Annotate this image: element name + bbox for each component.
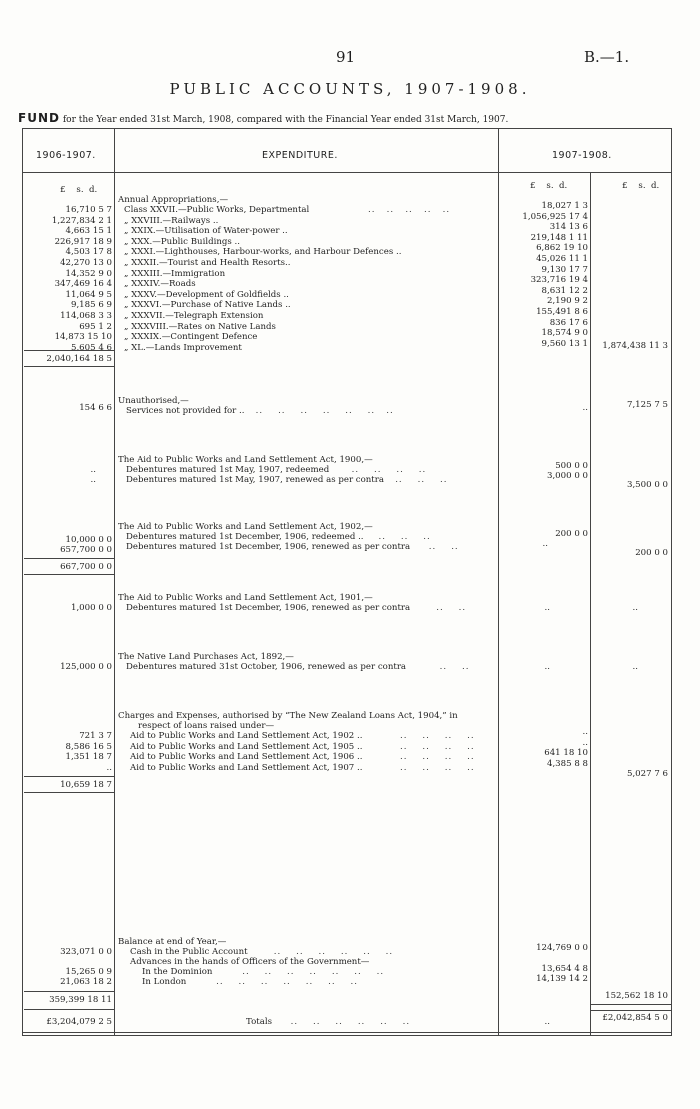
appropriation-prev-value: 14,873 15 10 <box>54 332 112 343</box>
appropriation-prev-value: 4,503 17 8 <box>65 247 112 258</box>
left-border <box>22 128 23 1035</box>
charges-line: Aid to Public Works and Land Settlement Act, 1907 .. <box>130 762 363 773</box>
native1892-prev: 125,000 0 0 <box>60 662 112 672</box>
table-top-rule <box>22 128 672 129</box>
act1900-line-1: Debentures matured 1st May, 1907, redeemed .. .. .. .. <box>126 465 427 475</box>
appropriation-prev-value: 11,064 9 5 <box>65 289 112 300</box>
charges-prev-value: 721 3 7 <box>79 731 112 741</box>
header-bottom-rule <box>22 172 672 173</box>
fund-label: FUND <box>18 111 60 125</box>
balance-curr-cash: 124,769 0 0 <box>536 943 588 953</box>
appropriations-curr-total: 1,874,438 11 3 <box>602 341 668 351</box>
act1900-curr-total: 3,500 0 0 <box>626 480 668 490</box>
prev-col-divider <box>114 128 115 1035</box>
unauthorised-heading: Unauthorised,— <box>118 396 189 406</box>
act1902-curr-2: .. <box>542 539 548 549</box>
charges-heading-2: respect of loans raised under— <box>138 721 275 731</box>
balance-advances-line: Advances in the hands of Officers of the Government— <box>130 957 370 967</box>
appropriation-item: Class XXVII.—Public Works, Departmental <box>124 205 310 215</box>
charges-prev-value: 8,586 16 5 <box>65 741 112 752</box>
appropriation-curr-value: 9,130 17 7 <box>541 264 588 275</box>
appropriations-prev-total: 2,040,164 18 5 <box>46 354 112 364</box>
charges-curr-values <box>496 727 588 769</box>
appropriation-curr-value: 18,027 1 3 <box>541 201 588 211</box>
balance-curr-london: 14,139 14 2 <box>536 974 588 984</box>
right-border <box>671 128 672 1035</box>
units-prev: £ s. d. <box>60 185 98 195</box>
appropriation-prev-value: 226,917 18 9 <box>54 236 112 247</box>
act1902-heading: The Aid to Public Works and Land Settlement Act, 1902,— <box>118 522 373 532</box>
native1892-curr-detail: .. <box>544 662 550 672</box>
balance-dominion-line: In the Dominion .. .. .. .. .. .. .. <box>142 967 385 977</box>
charges-leaders: .. .. .. .. .. .. .. .. .. .. .. .. .. .. .. .. <box>400 731 475 773</box>
balance-curr-rule <box>590 1004 671 1005</box>
act1900-prev-2: .. <box>90 475 96 485</box>
charges-curr-value: 4,385 8 8 <box>546 758 588 769</box>
header-expenditure: EXPENDITURE. <box>262 150 338 161</box>
appropriation-prev-value: 114,068 3 3 <box>60 310 112 321</box>
appropriation-item: „ XXXVI.—Purchase of Native Lands .. <box>124 300 291 311</box>
appropriation-item: „ XXXIV.—Roads <box>124 279 196 290</box>
act1901-curr-total: .. <box>632 603 638 613</box>
header-curr-year: 1907-1908. <box>552 150 612 161</box>
balance-london-line: In London .. .. .. .. .. .. .. <box>142 977 358 987</box>
appropriation-curr-value: 314 13 6 <box>549 222 588 233</box>
charges-curr-value: 641 18 10 <box>544 748 588 759</box>
act1900-line-2: Debentures matured 1st May, 1907, renewed as per contra .. .. .. <box>126 475 448 485</box>
act1902-line-2: Debentures matured 1st December, 1906, renewed as per contra .. .. <box>126 542 459 552</box>
balance-prev-rule <box>24 991 114 992</box>
page-number: 91 <box>336 48 356 66</box>
charges-curr-value: .. <box>582 737 588 748</box>
charges-prev-values <box>28 731 112 773</box>
units-curr-total: £ s. d. <box>622 181 660 191</box>
appropriation-curr-value: 155,491 8 6 <box>536 306 588 317</box>
appropriation-curr-value: 2,190 9 2 <box>546 296 588 307</box>
unauthorised-line: Services not provided for .. .. .. .. .. .. .. .. <box>126 406 394 416</box>
balance-prev-total: 359,399 18 11 <box>49 995 112 1005</box>
charges-line: Aid to Public Works and Land Settlement Act, 1902 .. <box>130 731 363 741</box>
act1902-prev-2: 657,700 0 0 <box>60 545 112 555</box>
appropriation-curr-value: 836 17 6 <box>549 317 588 328</box>
appropriation-item: „ XXXII.—Tourist and Health Resorts.. <box>124 257 291 268</box>
appropriation-prev-value: 1,227,834 2 1 <box>51 215 112 226</box>
act1901-prev: 1,000 0 0 <box>70 603 112 613</box>
appropriation-item: „ XXVIII.—Railways .. <box>124 215 219 226</box>
act1900-prev-1: .. <box>90 465 96 475</box>
appropriation-prev-value: 347,469 16 4 <box>54 279 112 290</box>
balance-curr-dominion: 13,654 4 8 <box>541 964 588 974</box>
appropriation-item: „ XXXI.—Lighthouses, Harbour-works, and Harbour Defences .. <box>124 247 402 258</box>
balance-prev-dominion: 15,265 0 9 <box>65 967 112 977</box>
native1892-line: Debentures matured 31st October, 1906, renewed as per contra .. .. <box>126 662 470 672</box>
balance-prev-cash: 323,071 0 0 <box>60 947 112 957</box>
appropriation-curr-value: 1,056,925 17 4 <box>522 211 588 222</box>
appropriation-prev-value: 4,663 15 1 <box>65 226 112 237</box>
appropriation-prev-value: 9,185 6 9 <box>70 300 112 311</box>
appropriation-curr-value: 6,862 19 10 <box>536 243 588 254</box>
report-reference: B.—1. <box>584 48 630 66</box>
charges-lines <box>130 731 362 773</box>
act1900-curr-1: 500 0 0 <box>555 461 588 471</box>
native1892-heading: The Native Land Purchases Act, 1892,— <box>118 652 294 662</box>
appropriations-curr-values <box>496 201 588 349</box>
appropriations-prev-rule-2 <box>24 366 114 367</box>
appropriations-items <box>124 205 401 353</box>
appropriation-prev-value: 16,710 5 7 <box>65 205 112 215</box>
appropriation-prev-value: 5,605 4 6 <box>70 342 112 353</box>
act1902-curr-total: 200 0 0 <box>635 548 668 558</box>
appropriations-prev-rule <box>24 350 114 351</box>
charges-line: Aid to Public Works and Land Settlement Act, 1905 .. <box>130 741 363 752</box>
appropriation-item: „ XXXV.—Development of Goldfields .. <box>124 289 289 300</box>
charges-prev-rule-2 <box>24 792 114 793</box>
appropriation-prev-value: 14,352 9 0 <box>65 268 112 279</box>
appropriation-prev-value: 42,270 13 0 <box>60 257 112 268</box>
totals-prev: £3,204,079 2 5 <box>46 1017 112 1027</box>
balance-heading: Balance at end of Year,— <box>118 937 227 947</box>
table-subtitle <box>18 111 508 125</box>
appropriation-curr-value: 8,631 12 2 <box>541 285 588 296</box>
charges-prev-value: .. <box>106 762 112 773</box>
appropriation-curr-value: 45,026 11 1 <box>536 253 588 264</box>
act1901-curr-detail: .. <box>544 603 550 613</box>
charges-prev-rule <box>24 776 114 777</box>
appropriation-prev-value: 695 1 2 <box>79 321 112 332</box>
act1901-heading: The Aid to Public Works and Land Settlement Act, 1901,— <box>118 593 373 603</box>
balance-cash-line: Cash in the Public Account .. .. .. .. .. .. <box>130 947 394 957</box>
page-title: PUBLIC ACCOUNTS, 1907-1908. <box>169 80 531 98</box>
appropriation-item: „ XXXIII.—Immigration <box>124 268 226 279</box>
act1902-prev-rule-2 <box>24 574 114 575</box>
totals-curr-detail: .. <box>544 1017 550 1027</box>
unauthorised-curr-detail: .. <box>582 403 588 413</box>
act1902-prev-total: 667,700 0 0 <box>60 562 112 572</box>
act1902-prev-rule <box>24 558 114 559</box>
appropriations-heading: Annual Appropriations,— <box>118 195 229 205</box>
totals-label: Totals .. .. .. .. .. .. <box>246 1017 411 1027</box>
balance-prev-london: 21,063 18 2 <box>60 977 112 987</box>
charges-heading: Charges and Expenses, authorised by “The New Zealand Loans Act, 1904,” in <box>118 711 458 721</box>
table-bottom-rule <box>22 1035 672 1036</box>
appropriation-item: „ XXIX.—Utilisation of Water-power .. <box>124 226 288 237</box>
act1901-line: Debentures matured 1st December, 1906, renewed as per contra .. .. <box>126 603 467 613</box>
act1900-heading: The Aid to Public Works and Land Settlement Act, 1900,— <box>118 455 373 465</box>
header-prev-year: 1906-1907. <box>36 150 96 161</box>
unauthorised-curr-total: 7,125 7 5 <box>626 400 668 410</box>
totals-double-rule <box>22 1032 672 1033</box>
subtitle-text: for the Year ended 31st March, 1908, compared with the Financial Year ended 31st March, 1907. <box>62 115 509 125</box>
unauthorised-prev: 154 6 6 <box>79 403 112 413</box>
appropriation-curr-value: 9,560 13 1 <box>541 338 588 349</box>
act1902-curr-1: 200 0 0 <box>555 529 588 539</box>
act1900-curr-2: 3,000 0 0 <box>546 471 588 481</box>
charges-prev-value: 1,351 18 7 <box>65 752 112 763</box>
balance-curr-total: 152,562 18 10 <box>605 991 668 1001</box>
appropriation-item: „ XXXVIII.—Rates on Native Lands <box>124 321 276 332</box>
appropriation-item: „ XXXIX.—Contingent Defence <box>124 332 258 343</box>
act1902-prev-1: 10,000 0 0 <box>65 535 112 545</box>
balance-prev-rule-2 <box>24 1009 114 1010</box>
charges-prev-total: 10,659 18 7 <box>60 780 112 790</box>
totals-curr: £2,042,854 5 0 <box>602 1013 668 1023</box>
appropriation-curr-value: 323,716 19 4 <box>530 275 588 286</box>
charges-curr-value: .. <box>582 727 588 737</box>
totals-rule-curr <box>590 1010 671 1011</box>
appropriation-curr-value: 219,148 1 11 <box>530 232 588 243</box>
units-curr-detail: £ s. d. <box>530 181 568 191</box>
charges-curr-total: 5,027 7 6 <box>626 769 668 779</box>
charges-line: Aid to Public Works and Land Settlement Act, 1906 .. <box>130 752 363 763</box>
appropriation-item: „ XL.—Lands Improvement <box>124 342 242 353</box>
native1892-curr-total: .. <box>632 662 638 672</box>
appropriation-curr-value: 18,574 9 0 <box>541 328 588 339</box>
act1902-line-1: Debentures matured 1st December, 1906, redeemed .. .. .. .. <box>126 532 431 542</box>
appropriations-leaders: .. .. .. .. .. <box>368 205 451 215</box>
appropriation-item: „ XXX.—Public Buildings .. <box>124 236 240 247</box>
appropriation-item: „ XXXVII.—Telegraph Extension <box>124 310 264 321</box>
appropriations-prev-values <box>28 205 112 353</box>
